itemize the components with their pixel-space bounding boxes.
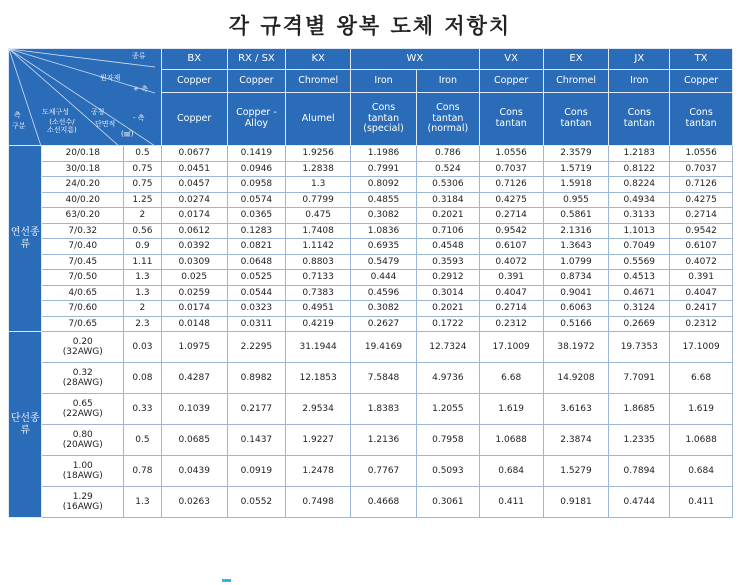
value-cell: 0.0263 [161,487,227,518]
value-cell: 1.619 [670,394,733,425]
value-cell: 0.4596 [351,285,417,301]
value-cell: 0.0451 [161,161,227,177]
minus-material-3: Cons tantan (special) [351,93,417,146]
value-cell: 0.0552 [227,487,286,518]
table-row [9,425,733,456]
value-cell: 19.4169 [351,332,417,363]
value-cell: 1.619 [479,394,543,425]
area-cell: 0.78 [124,456,162,487]
value-cell: 19.7353 [609,332,670,363]
value-cell: 1.1013 [609,223,670,239]
table-row [9,394,733,425]
value-cell: 0.9542 [479,223,543,239]
minus-material-1: Copper - Alloy [227,93,286,146]
spec-cell: 20/0.18 [42,146,124,162]
value-cell: 2.2295 [227,332,286,363]
plus-material-5: Copper [479,70,543,93]
value-cell: 0.1437 [227,425,286,456]
group-label-solid: 단선종류 [9,332,42,518]
value-cell: 0.4287 [161,363,227,394]
value-cell: 0.4934 [609,192,670,208]
value-cell: 0.444 [351,270,417,286]
value-cell: 0.2669 [609,316,670,332]
type-bx: BX [161,49,227,70]
corner-area-unit: (㎟) [121,130,134,138]
plus-material-7: Iron [609,70,670,93]
scroll-indicator [222,579,231,582]
corner-side-label: 측 [14,111,21,119]
value-cell: 0.8122 [609,161,670,177]
value-cell: 1.2478 [286,456,351,487]
value-cell: 4.9736 [416,363,479,394]
value-cell: 1.0688 [479,425,543,456]
table-row [9,332,733,363]
table-row [9,239,733,255]
header-corner [9,49,162,146]
value-cell: 0.4513 [609,270,670,286]
value-cell: 2.9534 [286,394,351,425]
minus-material-8: Cons tantan [670,93,733,146]
value-cell: 0.4275 [479,192,543,208]
value-cell: 0.0946 [227,161,286,177]
value-cell: 0.2312 [479,316,543,332]
corner-division-label: 구분 [12,122,26,130]
spec-cell: 7/0.40 [42,239,124,255]
value-cell: 0.4671 [609,285,670,301]
type-wx: WX [351,49,480,70]
value-cell: 0.5861 [543,208,609,224]
value-cell: 0.0457 [161,177,227,193]
value-cell: 0.8803 [286,254,351,270]
value-cell: 6.68 [479,363,543,394]
area-cell: 2 [124,208,162,224]
type-vx: VX [479,49,543,70]
value-cell: 0.2714 [479,208,543,224]
spec-cell: 0.20 (32AWG) [42,332,124,363]
spec-cell: 30/0.18 [42,161,124,177]
spec-cell: 0.65 (22AWG) [42,394,124,425]
corner-plus-label: + 측 [133,85,148,93]
value-cell: 0.025 [161,270,227,286]
spec-cell: 63/0.20 [42,208,124,224]
value-cell: 0.0148 [161,316,227,332]
value-cell: 0.475 [286,208,351,224]
value-cell: 1.1986 [351,146,417,162]
table-row [9,456,733,487]
value-cell: 1.0556 [670,146,733,162]
value-cell: 0.7991 [351,161,417,177]
value-cell: 0.2714 [479,301,543,317]
type-tx: TX [670,49,733,70]
minus-material-5: Cons tantan [479,93,543,146]
value-cell: 1.2136 [351,425,417,456]
value-cell: 0.7106 [416,223,479,239]
value-cell: 0.8224 [609,177,670,193]
value-cell: 0.4072 [670,254,733,270]
value-cell: 0.0574 [227,192,286,208]
spec-cell: 4/0.65 [42,285,124,301]
value-cell: 0.5479 [351,254,417,270]
value-cell: 0.4855 [351,192,417,208]
area-cell: 1.3 [124,487,162,518]
minus-material-7: Cons tantan [609,93,670,146]
value-cell: 0.4668 [351,487,417,518]
value-cell: 0.5569 [609,254,670,270]
corner-minus-label: - 측 [133,114,145,122]
value-cell: 0.4047 [670,285,733,301]
value-cell: 0.0821 [227,239,286,255]
value-cell: 1.0975 [161,332,227,363]
value-cell: 1.5719 [543,161,609,177]
corner-nominal-label: 공칭 [91,108,105,116]
value-cell: 0.8982 [227,363,286,394]
area-cell: 0.9 [124,239,162,255]
minus-material-4: Cons tantan (normal) [416,93,479,146]
value-cell: 0.6107 [670,239,733,255]
value-cell: 1.1142 [286,239,351,255]
value-cell: 17.1009 [479,332,543,363]
value-cell: 12.7324 [416,332,479,363]
table-row [9,316,733,332]
value-cell: 0.3124 [609,301,670,317]
area-cell: 1.11 [124,254,162,270]
value-cell: 0.3593 [416,254,479,270]
table-row [9,270,733,286]
value-cell: 1.9256 [286,146,351,162]
value-cell: 1.0799 [543,254,609,270]
value-cell: 0.0648 [227,254,286,270]
area-cell: 2.3 [124,316,162,332]
value-cell: 0.7894 [609,456,670,487]
area-cell: 0.03 [124,332,162,363]
plus-material-4: Iron [416,70,479,93]
value-cell: 0.3014 [416,285,479,301]
corner-type-label: 종류 [132,52,146,60]
area-cell: 0.75 [124,161,162,177]
value-cell: 0.5093 [416,456,479,487]
value-cell: 0.9041 [543,285,609,301]
type-jx: JX [609,49,670,70]
plus-material-1: Copper [227,70,286,93]
area-cell: 1.25 [124,192,162,208]
value-cell: 14.9208 [543,363,609,394]
value-cell: 0.7037 [670,161,733,177]
value-cell: 0.7126 [479,177,543,193]
value-cell: 0.391 [670,270,733,286]
area-cell: 0.5 [124,146,162,162]
resistance-table [8,48,733,518]
value-cell: 0.0677 [161,146,227,162]
value-cell: 1.0836 [351,223,417,239]
value-cell: 0.0439 [161,456,227,487]
spec-cell: 24/0.20 [42,177,124,193]
corner-area-label: 단면적 [95,120,116,128]
value-cell: 0.0365 [227,208,286,224]
table-row [9,363,733,394]
minus-material-0: Copper [161,93,227,146]
value-cell: 17.1009 [670,332,733,363]
value-cell: 0.7383 [286,285,351,301]
value-cell: 1.2055 [416,394,479,425]
value-cell: 0.2417 [670,301,733,317]
value-cell: 0.7498 [286,487,351,518]
value-cell: 0.0525 [227,270,286,286]
value-cell: 0.411 [479,487,543,518]
plus-material-3: Iron [351,70,417,93]
value-cell: 0.1039 [161,394,227,425]
type-kx: KX [286,49,351,70]
minus-material-6: Cons tantan [543,93,609,146]
group-label-compound: 연선종류 [9,146,42,332]
plus-material-2: Chromel [286,70,351,93]
value-cell: 0.6063 [543,301,609,317]
value-cell: 0.4275 [670,192,733,208]
value-cell: 1.0556 [479,146,543,162]
value-cell: 0.0323 [227,301,286,317]
spec-cell: 7/0.60 [42,301,124,317]
area-cell: 1.3 [124,285,162,301]
value-cell: 0.7126 [670,177,733,193]
value-cell: 0.6935 [351,239,417,255]
value-cell: 0.0958 [227,177,286,193]
value-cell: 0.0274 [161,192,227,208]
value-cell: 0.2021 [416,208,479,224]
value-cell: 1.8685 [609,394,670,425]
spec-cell: 0.80 (20AWG) [42,425,124,456]
value-cell: 1.2183 [609,146,670,162]
value-cell: 0.684 [479,456,543,487]
value-cell: 3.6163 [543,394,609,425]
value-cell: 1.5918 [543,177,609,193]
value-cell: 1.9227 [286,425,351,456]
value-cell: 0.0685 [161,425,227,456]
value-cell: 6.68 [670,363,733,394]
value-cell: 0.0309 [161,254,227,270]
value-cell: 0.1419 [227,146,286,162]
table-row [9,301,733,317]
spec-cell: 1.00 (18AWG) [42,456,124,487]
spec-cell: 7/0.32 [42,223,124,239]
value-cell: 0.3133 [609,208,670,224]
value-cell: 0.7133 [286,270,351,286]
value-cell: 0.4047 [479,285,543,301]
value-cell: 0.7037 [479,161,543,177]
spec-cell: 0.32 (28AWG) [42,363,124,394]
value-cell: 0.0259 [161,285,227,301]
value-cell: 0.786 [416,146,479,162]
value-cell: 7.7091 [609,363,670,394]
value-cell: 0.7799 [286,192,351,208]
plus-material-6: Chromel [543,70,609,93]
value-cell: 0.1283 [227,223,286,239]
value-cell: 0.2312 [670,316,733,332]
value-cell: 0.0174 [161,301,227,317]
area-cell: 0.5 [124,425,162,456]
table-row [9,208,733,224]
spec-cell: 40/0.20 [42,192,124,208]
area-cell: 0.56 [124,223,162,239]
corner-material-label: 원자재 [100,74,121,82]
value-cell: 0.955 [543,192,609,208]
value-cell: 0.3082 [351,301,417,317]
value-cell: 31.1944 [286,332,351,363]
value-cell: 0.3061 [416,487,479,518]
value-cell: 0.9542 [670,223,733,239]
value-cell: 0.5166 [543,316,609,332]
value-cell: 0.7049 [609,239,670,255]
value-cell: 0.3082 [351,208,417,224]
value-cell: 0.2021 [416,301,479,317]
value-cell: 0.5306 [416,177,479,193]
value-cell: 0.8092 [351,177,417,193]
value-cell: 0.0311 [227,316,286,332]
value-cell: 0.4951 [286,301,351,317]
value-cell: 12.1853 [286,363,351,394]
spec-cell: 7/0.65 [42,316,124,332]
value-cell: 0.2912 [416,270,479,286]
value-cell: 0.0174 [161,208,227,224]
value-cell: 0.8734 [543,270,609,286]
plus-material-0: Copper [161,70,227,93]
table-row [9,192,733,208]
plus-material-8: Copper [670,70,733,93]
value-cell: 0.3184 [416,192,479,208]
value-cell: 2.3579 [543,146,609,162]
table-row [9,146,733,162]
value-cell: 0.4072 [479,254,543,270]
value-cell: 1.5279 [543,456,609,487]
table-row [9,254,733,270]
value-cell: 0.4548 [416,239,479,255]
value-cell: 0.2177 [227,394,286,425]
value-cell: 0.2714 [670,208,733,224]
value-cell: 7.5848 [351,363,417,394]
type-ex: EX [543,49,609,70]
value-cell: 0.0544 [227,285,286,301]
value-cell: 1.7408 [286,223,351,239]
value-cell: 0.0919 [227,456,286,487]
value-cell: 1.2838 [286,161,351,177]
spec-cell: 7/0.45 [42,254,124,270]
table-row [9,223,733,239]
area-cell: 0.75 [124,177,162,193]
value-cell: 1.3 [286,177,351,193]
minus-material-2: Alumel [286,93,351,146]
value-cell: 1.0688 [670,425,733,456]
value-cell: 0.0612 [161,223,227,239]
table-row [9,161,733,177]
value-cell: 0.524 [416,161,479,177]
area-cell: 0.33 [124,394,162,425]
value-cell: 0.0392 [161,239,227,255]
value-cell: 0.1722 [416,316,479,332]
value-cell: 0.9181 [543,487,609,518]
area-cell: 1.3 [124,270,162,286]
value-cell: 0.684 [670,456,733,487]
value-cell: 38.1972 [543,332,609,363]
value-cell: 2.1316 [543,223,609,239]
page-title: 각 규격별 왕복 도체 저항치 [228,14,512,38]
value-cell: 2.3874 [543,425,609,456]
value-cell: 1.3643 [543,239,609,255]
area-cell: 0.08 [124,363,162,394]
table-row [9,285,733,301]
value-cell: 0.391 [479,270,543,286]
type-rx-sx: RX / SX [227,49,286,70]
value-cell: 0.6107 [479,239,543,255]
table-row [9,487,733,518]
value-cell: 0.2627 [351,316,417,332]
value-cell: 0.7767 [351,456,417,487]
value-cell: 0.4219 [286,316,351,332]
value-cell: 0.4744 [609,487,670,518]
value-cell: 1.8383 [351,394,417,425]
spec-cell: 1.29 (16AWG) [42,487,124,518]
value-cell: 0.7958 [416,425,479,456]
area-cell: 2 [124,301,162,317]
spec-cell: 7/0.50 [42,270,124,286]
table-row [9,177,733,193]
value-cell: 1.2335 [609,425,670,456]
value-cell: 0.411 [670,487,733,518]
corner-conductor-label: 도체구성 [42,108,70,116]
corner-conductor-sub: (소선수/ 소선지름) [47,118,77,134]
